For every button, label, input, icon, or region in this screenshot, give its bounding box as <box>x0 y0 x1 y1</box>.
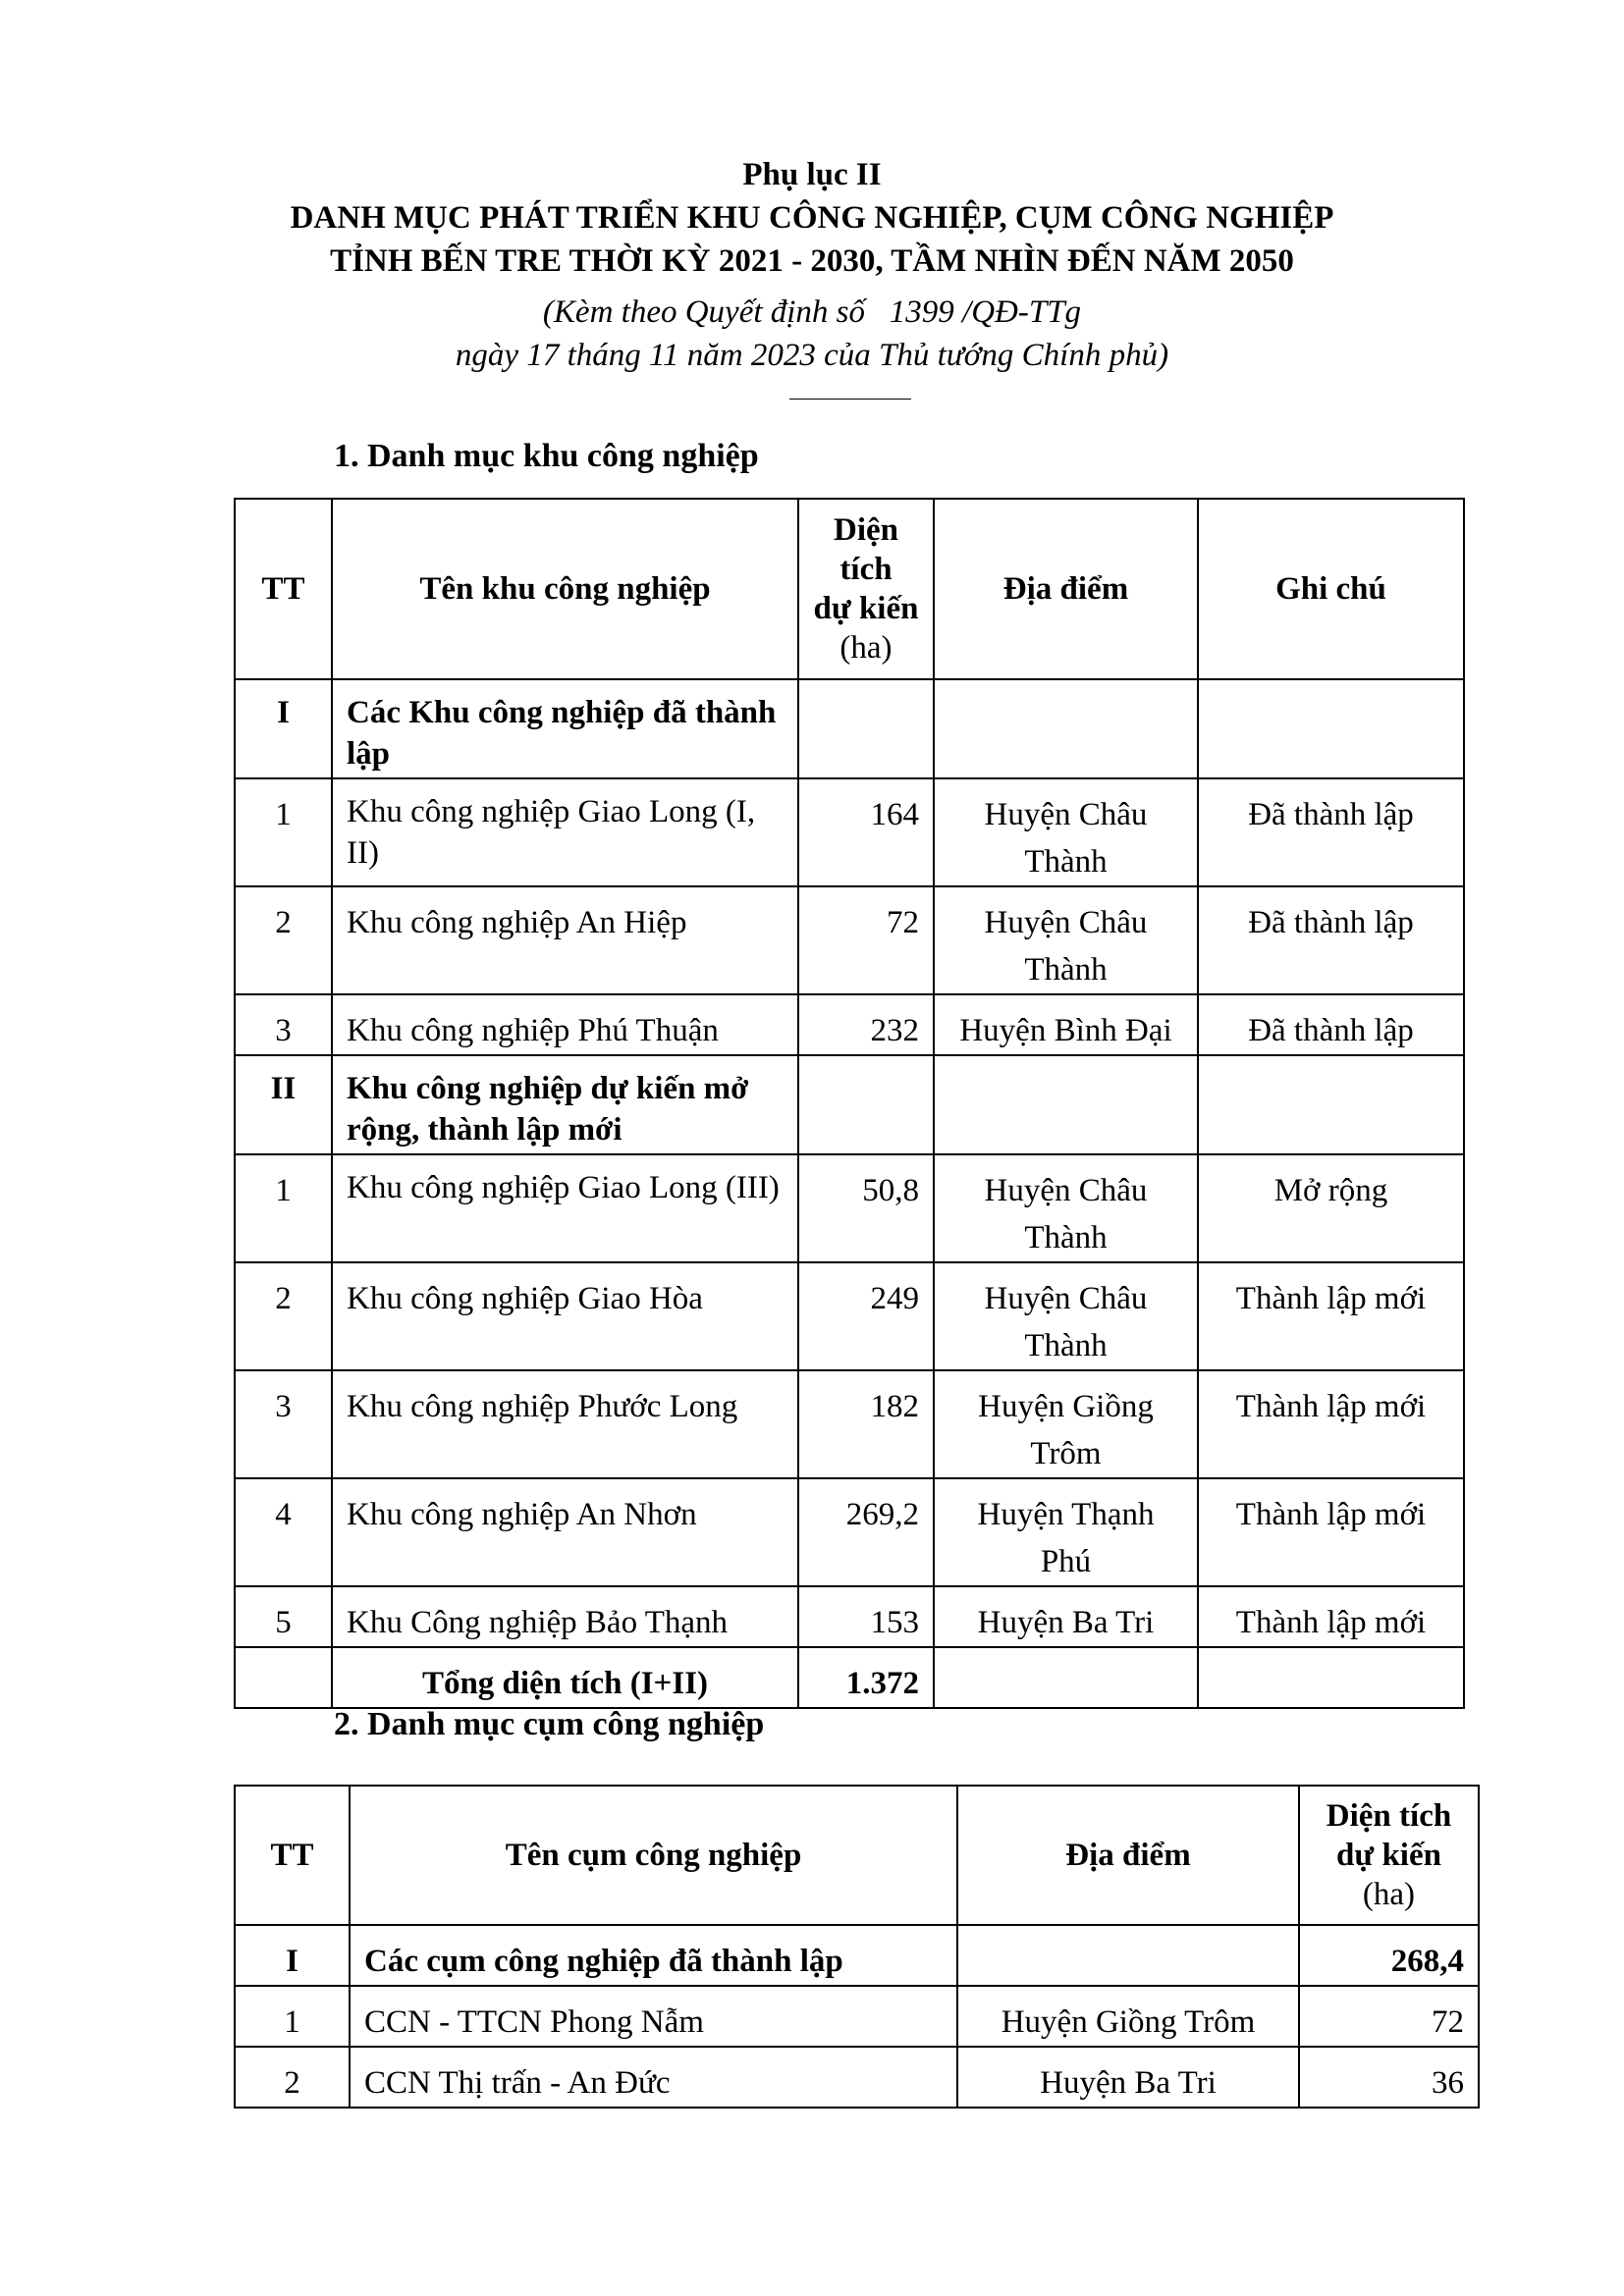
table-row <box>235 886 1464 994</box>
empty-cell <box>1198 1055 1464 1154</box>
table-row <box>235 1154 1464 1262</box>
document-heading-line-2: TỈNH BẾN TRE THỜI KỲ 2021 - 2030, TẦM NHÌN ĐẾN NĂM 2050 <box>330 243 1294 279</box>
table-row <box>235 1478 1464 1586</box>
industrial-zone-table <box>234 498 1465 1709</box>
total-area: 1.372 <box>798 1647 934 1708</box>
row-area: 50,8 <box>798 1154 934 1262</box>
col-header-note: Ghi chú <box>1198 499 1464 679</box>
group-area: 268,4 <box>1299 1925 1479 1986</box>
col-header-area <box>1299 1786 1479 1925</box>
group-tt: II <box>235 1055 332 1154</box>
table-header-row <box>235 499 1464 679</box>
group-name: Khu công nghiệp dự kiến mở rộng, thành lập mới <box>332 1055 798 1154</box>
industrial-cluster-table <box>234 1785 1480 2109</box>
table-row <box>235 1262 1464 1370</box>
document-heading-line-1: DANH MỤC PHÁT TRIỂN KHU CÔNG NGHIỆP, CỤM CÔNG NGHIỆP <box>290 200 1334 236</box>
row-name: Khu công nghiệp An Nhơn <box>332 1478 798 1586</box>
row-note: Đã thành lập <box>1198 886 1464 994</box>
row-location: Huyện Châu Thành <box>934 1154 1198 1262</box>
col-header-location: Địa điểm <box>934 499 1198 679</box>
group-row <box>235 1055 1464 1154</box>
row-location: Huyện Thạnh Phú <box>934 1478 1198 1586</box>
group-tt: I <box>235 679 332 778</box>
row-location: Huyện Ba Tri <box>934 1586 1198 1647</box>
row-tt: 4 <box>235 1478 332 1586</box>
row-name: Khu công nghiệp An Hiệp <box>332 886 798 994</box>
row-note: Thành lập mới <box>1198 1586 1464 1647</box>
row-note: Thành lập mới <box>1198 1262 1464 1370</box>
table-header-row <box>235 1786 1479 1925</box>
table-row <box>235 994 1464 1055</box>
empty-cell <box>934 1055 1198 1154</box>
col-header-area <box>798 499 934 679</box>
empty-cell <box>1198 1647 1464 1708</box>
section-1-title: 1. Danh mục khu công nghiệp <box>334 438 759 474</box>
col-header-area-unit: (ha) <box>839 630 893 666</box>
col-header-area-line: dự kiến <box>813 591 919 626</box>
row-name: Khu công nghiệp Phú Thuận <box>332 994 798 1055</box>
row-note: Mở rộng <box>1198 1154 1464 1262</box>
row-name: Khu Công nghiệp Bảo Thạnh <box>332 1586 798 1647</box>
appendix-title: Phụ lục II <box>742 157 882 192</box>
group-row <box>235 679 1464 778</box>
row-area: 269,2 <box>798 1478 934 1586</box>
group-name: Các Khu công nghiệp đã thành lập <box>332 679 798 778</box>
row-area: 249 <box>798 1262 934 1370</box>
col-header-location: Địa điểm <box>957 1786 1299 1925</box>
col-header-area-line: Diện tích <box>1326 1798 1452 1834</box>
table-row <box>235 1986 1479 2047</box>
table-row <box>235 2047 1479 2108</box>
row-tt: 5 <box>235 1586 332 1647</box>
row-area: 72 <box>798 886 934 994</box>
empty-cell <box>934 679 1198 778</box>
row-note: Đã thành lập <box>1198 994 1464 1055</box>
row-location: Huyện Châu Thành <box>934 778 1198 886</box>
table-row <box>235 1370 1464 1478</box>
header-divider <box>789 399 911 400</box>
row-location: Huyện Bình Đại <box>934 994 1198 1055</box>
empty-cell <box>1198 679 1464 778</box>
row-note: Thành lập mới <box>1198 1370 1464 1478</box>
col-header-area-line: Diện <box>834 512 898 548</box>
table-row <box>235 1586 1464 1647</box>
row-note: Thành lập mới <box>1198 1478 1464 1586</box>
row-tt: 3 <box>235 1370 332 1478</box>
col-header-tt: TT <box>235 499 332 679</box>
empty-cell <box>798 679 934 778</box>
col-header-name: Tên khu công nghiệp <box>332 499 798 679</box>
row-area: 72 <box>1299 1986 1479 2047</box>
empty-cell <box>934 1647 1198 1708</box>
section-2-title: 2. Danh mục cụm công nghiệp <box>334 1706 765 1742</box>
row-area: 164 <box>798 778 934 886</box>
row-tt: 1 <box>235 778 332 886</box>
row-name: CCN - TTCN Phong Nẫm <box>350 1986 957 2047</box>
row-tt: 3 <box>235 994 332 1055</box>
row-name: CCN Thị trấn - An Đức <box>350 2047 957 2108</box>
col-header-name: Tên cụm công nghiệp <box>350 1786 957 1925</box>
col-header-area-line: dự kiến <box>1336 1838 1441 1873</box>
col-header-area-unit: (ha) <box>1362 1877 1416 1912</box>
row-location: Huyện Châu Thành <box>934 886 1198 994</box>
group-row <box>235 1925 1479 1986</box>
empty-cell <box>235 1647 332 1708</box>
row-area: 232 <box>798 994 934 1055</box>
decision-date: ngày 17 tháng 11 năm 2023 của Thủ tướng Chính phủ) <box>455 338 1169 373</box>
empty-cell <box>957 1925 1299 1986</box>
table-row <box>235 778 1464 886</box>
row-name: Khu công nghiệp Giao Hòa <box>332 1262 798 1370</box>
row-location: Huyện Giồng Trôm <box>934 1370 1198 1478</box>
row-location: Huyện Ba Tri <box>957 2047 1299 2108</box>
row-area: 153 <box>798 1586 934 1647</box>
total-label: Tổng diện tích (I+II) <box>332 1647 798 1708</box>
row-name: Khu công nghiệp Giao Long (I, II) <box>332 778 798 886</box>
row-tt: 2 <box>235 886 332 994</box>
row-location: Huyện Châu Thành <box>934 1262 1198 1370</box>
empty-cell <box>798 1055 934 1154</box>
row-tt: 1 <box>235 1154 332 1262</box>
row-tt: 2 <box>235 1262 332 1370</box>
row-name: Khu công nghiệp Phước Long <box>332 1370 798 1478</box>
col-header-area-line: tích <box>839 552 893 587</box>
row-tt: 2 <box>235 2047 350 2108</box>
group-tt: I <box>235 1925 350 1986</box>
row-tt: 1 <box>235 1986 350 2047</box>
row-name: Khu công nghiệp Giao Long (III) <box>332 1154 798 1262</box>
row-area: 36 <box>1299 2047 1479 2108</box>
row-location: Huyện Giồng Trôm <box>957 1986 1299 2047</box>
total-row <box>235 1647 1464 1708</box>
col-header-tt: TT <box>235 1786 350 1925</box>
decision-reference: (Kèm theo Quyết định số 1399 /QĐ-TTg <box>542 294 1082 330</box>
group-name: Các cụm công nghiệp đã thành lập <box>350 1925 957 1986</box>
row-area: 182 <box>798 1370 934 1478</box>
row-note: Đã thành lập <box>1198 778 1464 886</box>
